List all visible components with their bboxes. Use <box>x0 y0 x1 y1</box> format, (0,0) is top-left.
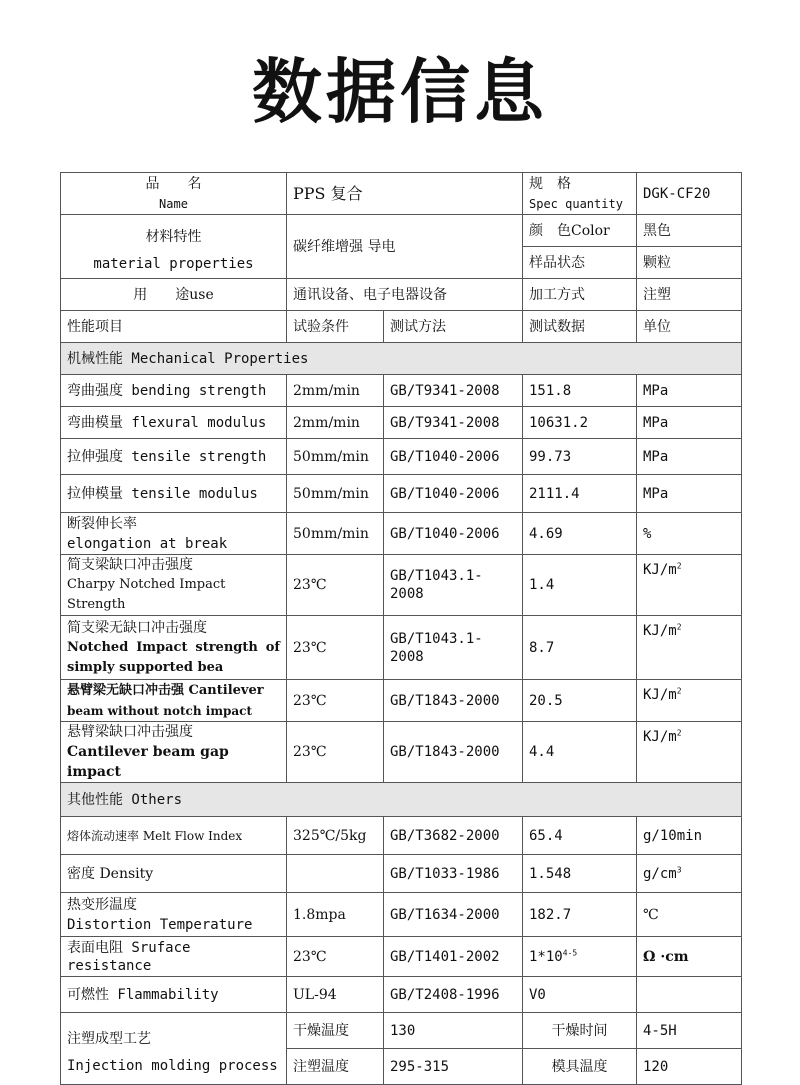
table-row <box>61 855 742 893</box>
test-condition: 2mm/min <box>287 407 384 439</box>
unit-superscript: 2 <box>676 622 682 632</box>
column-header-row <box>61 311 742 343</box>
value-base: 1*10 <box>529 948 563 965</box>
property-name: 可燃性 Flammability <box>61 977 287 1013</box>
property-name: 拉伸模量 tensile modulus <box>61 475 287 513</box>
test-condition: 1.8mpa <box>287 893 384 937</box>
unit: MPa <box>637 475 742 513</box>
unit-base: g/cm <box>643 865 677 882</box>
table-row <box>61 680 742 722</box>
section-mechanical-title: 机械性能 Mechanical Properties <box>61 343 742 375</box>
test-value: 151.8 <box>523 375 637 407</box>
material-label-cell <box>61 215 287 279</box>
name-label-cn: 品 名 <box>145 175 202 192</box>
unit-superscript: 2 <box>676 686 682 696</box>
test-method: GB/T3682-2000 <box>384 817 523 855</box>
dry-time-label: 干燥时间 <box>523 1013 637 1049</box>
property-name <box>61 893 287 937</box>
spec-value: DGK-CF20 <box>637 173 742 215</box>
col-header-condition: 试验条件 <box>287 311 384 343</box>
test-condition: 23℃ <box>287 616 384 680</box>
unit <box>637 855 742 893</box>
property-name <box>61 616 287 680</box>
header-row-name <box>61 173 742 215</box>
molding-label-en: Injection molding process <box>67 1057 278 1074</box>
col-header-value: 测试数据 <box>523 311 637 343</box>
test-value: 20.5 <box>523 680 637 722</box>
test-value: 4.69 <box>523 513 637 555</box>
spec-label-cn: 规 格 <box>529 175 571 192</box>
unit: % <box>637 513 742 555</box>
unit-base: KJ/m <box>643 562 677 578</box>
unit <box>637 555 742 616</box>
dry-time-value: 4-5H <box>637 1013 742 1049</box>
test-value: 65.4 <box>523 817 637 855</box>
test-value <box>523 937 637 977</box>
name-label-cell <box>61 173 287 215</box>
mold-temp-label: 模具温度 <box>523 1049 637 1085</box>
inj-temp-value: 295-315 <box>384 1049 523 1085</box>
unit <box>637 680 742 722</box>
header-row-use <box>61 279 742 311</box>
table-row <box>61 407 742 439</box>
property-name: 弯曲模量 flexural modulus <box>61 407 287 439</box>
test-value: V0 <box>523 977 637 1013</box>
property-name: 熔体流动速率 Melt Flow Index <box>61 817 287 855</box>
color-value: 黑色 <box>637 215 742 247</box>
color-label: 颜 色Color <box>523 215 637 247</box>
unit-superscript: 2 <box>676 561 682 571</box>
section-mechanical <box>61 343 742 375</box>
section-others <box>61 783 742 817</box>
unit: MPa <box>637 439 742 475</box>
unit-base: KJ/m <box>643 687 677 703</box>
property-name <box>61 555 287 616</box>
unit <box>637 722 742 783</box>
table-row <box>61 937 742 977</box>
process-value: 注塑 <box>637 279 742 311</box>
property-name-cn: 悬臂梁缺口冲击强度 <box>67 724 193 740</box>
test-value: 8.7 <box>523 616 637 680</box>
col-header-item: 性能项目 <box>61 311 287 343</box>
test-method: GB/T1040-2006 <box>384 439 523 475</box>
sample-value: 颗粒 <box>637 247 742 279</box>
unit: g/10min <box>637 817 742 855</box>
property-name-cn: 断裂伸长率 <box>67 515 137 532</box>
property-name <box>61 513 287 555</box>
test-method: GB/T2408-1996 <box>384 977 523 1013</box>
material-label-cn: 材料特性 <box>145 228 202 245</box>
test-value: 99.73 <box>523 439 637 475</box>
property-name: 表面电阻 Sruface resistance <box>61 937 287 977</box>
use-label: 用 途use <box>61 279 287 311</box>
test-condition: 50mm/min <box>287 513 384 555</box>
test-value: 10631.2 <box>523 407 637 439</box>
value-exponent: 4-5 <box>562 947 578 957</box>
test-method: GB/T9341-2008 <box>384 375 523 407</box>
unit: Ω ·cm <box>637 937 742 977</box>
col-header-method: 测试方法 <box>384 311 523 343</box>
property-name: 弯曲强度 bending strength <box>61 375 287 407</box>
table-row <box>61 817 742 855</box>
table-row <box>61 513 742 555</box>
test-condition: 50mm/min <box>287 439 384 475</box>
property-name-en: Charpy Notched Impact Strength <box>67 577 226 612</box>
property-name-en: Cantilever beam gap impact <box>67 744 229 780</box>
property-name-cn: 悬臂梁无缺口冲击强 Cantilever <box>67 682 264 698</box>
test-method: GB/T9341-2008 <box>384 407 523 439</box>
test-condition: UL-94 <box>287 977 384 1013</box>
unit-superscript: 3 <box>676 864 682 874</box>
inj-temp-label: 注塑温度 <box>287 1049 384 1085</box>
property-name-en: Notched Impact strength of simply supported bea <box>67 639 280 675</box>
unit <box>637 977 742 1013</box>
property-name: 密度 Density <box>61 855 287 893</box>
spec-label-cell <box>523 173 637 215</box>
unit-superscript: 2 <box>676 728 682 738</box>
test-method: GB/T1040-2006 <box>384 475 523 513</box>
test-value: 4.4 <box>523 722 637 783</box>
table-row <box>61 616 742 680</box>
table-row <box>61 439 742 475</box>
test-condition: 23℃ <box>287 722 384 783</box>
unit: MPa <box>637 407 742 439</box>
material-value: 碳纤维增强 导电 <box>287 215 523 279</box>
test-method: GB/T1634-2000 <box>384 893 523 937</box>
unit-base: KJ/m <box>643 623 677 639</box>
unit: ℃ <box>637 893 742 937</box>
test-method: GB/T1843-2000 <box>384 680 523 722</box>
unit-base: KJ/m <box>643 729 677 745</box>
test-method: GB/T1040-2006 <box>384 513 523 555</box>
test-condition: 23℃ <box>287 680 384 722</box>
name-label-en: Name <box>159 196 188 211</box>
table-row <box>61 475 742 513</box>
property-name: 拉伸强度 tensile strength <box>61 439 287 475</box>
test-condition: 2mm/min <box>287 375 384 407</box>
use-value: 通讯设备、电子电器设备 <box>287 279 523 311</box>
test-condition: 50mm/min <box>287 475 384 513</box>
test-value: 2111.4 <box>523 475 637 513</box>
test-method: GB/T1043.1-2008 <box>384 616 523 680</box>
unit: MPa <box>637 375 742 407</box>
process-label: 加工方式 <box>523 279 637 311</box>
test-value: 1.4 <box>523 555 637 616</box>
page-title: 数据信息 <box>252 51 548 133</box>
test-condition <box>287 855 384 893</box>
test-value: 182.7 <box>523 893 637 937</box>
test-value: 1.548 <box>523 855 637 893</box>
property-name-en: elongation at break <box>67 535 228 552</box>
header-row-material <box>61 215 742 247</box>
molding-row-1 <box>61 1013 742 1049</box>
sample-label: 样品状态 <box>523 247 637 279</box>
test-method: GB/T1043.1-2008 <box>384 555 523 616</box>
unit <box>637 616 742 680</box>
spec-table <box>60 172 742 1085</box>
property-name <box>61 680 287 722</box>
name-value: PPS 复合 <box>287 173 523 215</box>
test-condition: 325℃/5kg <box>287 817 384 855</box>
spec-label-en: Spec quantity <box>529 196 623 211</box>
table-row <box>61 722 742 783</box>
material-label-en: material properties <box>93 255 254 272</box>
test-condition: 23℃ <box>287 937 384 977</box>
property-name-cn: 简支梁缺口冲击强度 <box>67 557 193 573</box>
table-row <box>61 977 742 1013</box>
test-method: GB/T1401-2002 <box>384 937 523 977</box>
dry-temp-label: 干燥温度 <box>287 1013 384 1049</box>
dry-temp-value: 130 <box>384 1013 523 1049</box>
col-header-unit: 单位 <box>637 311 742 343</box>
molding-label-cn: 注塑成型工艺 <box>67 1030 151 1047</box>
test-condition: 23℃ <box>287 555 384 616</box>
section-others-title: 其他性能 Others <box>61 783 742 817</box>
property-name-en: beam without notch impact <box>67 703 253 718</box>
molding-label-cell <box>61 1013 287 1085</box>
property-name-en: Distortion Temperature <box>67 916 253 933</box>
table-row <box>61 375 742 407</box>
property-name-cn: 热变形温度 <box>67 896 137 913</box>
test-method: GB/T1033-1986 <box>384 855 523 893</box>
table-row <box>61 893 742 937</box>
mold-temp-value: 120 <box>637 1049 742 1085</box>
property-name <box>61 722 287 783</box>
property-name-cn: 简支梁无缺口冲击强度 <box>67 619 207 636</box>
test-method: GB/T1843-2000 <box>384 722 523 783</box>
table-row <box>61 555 742 616</box>
